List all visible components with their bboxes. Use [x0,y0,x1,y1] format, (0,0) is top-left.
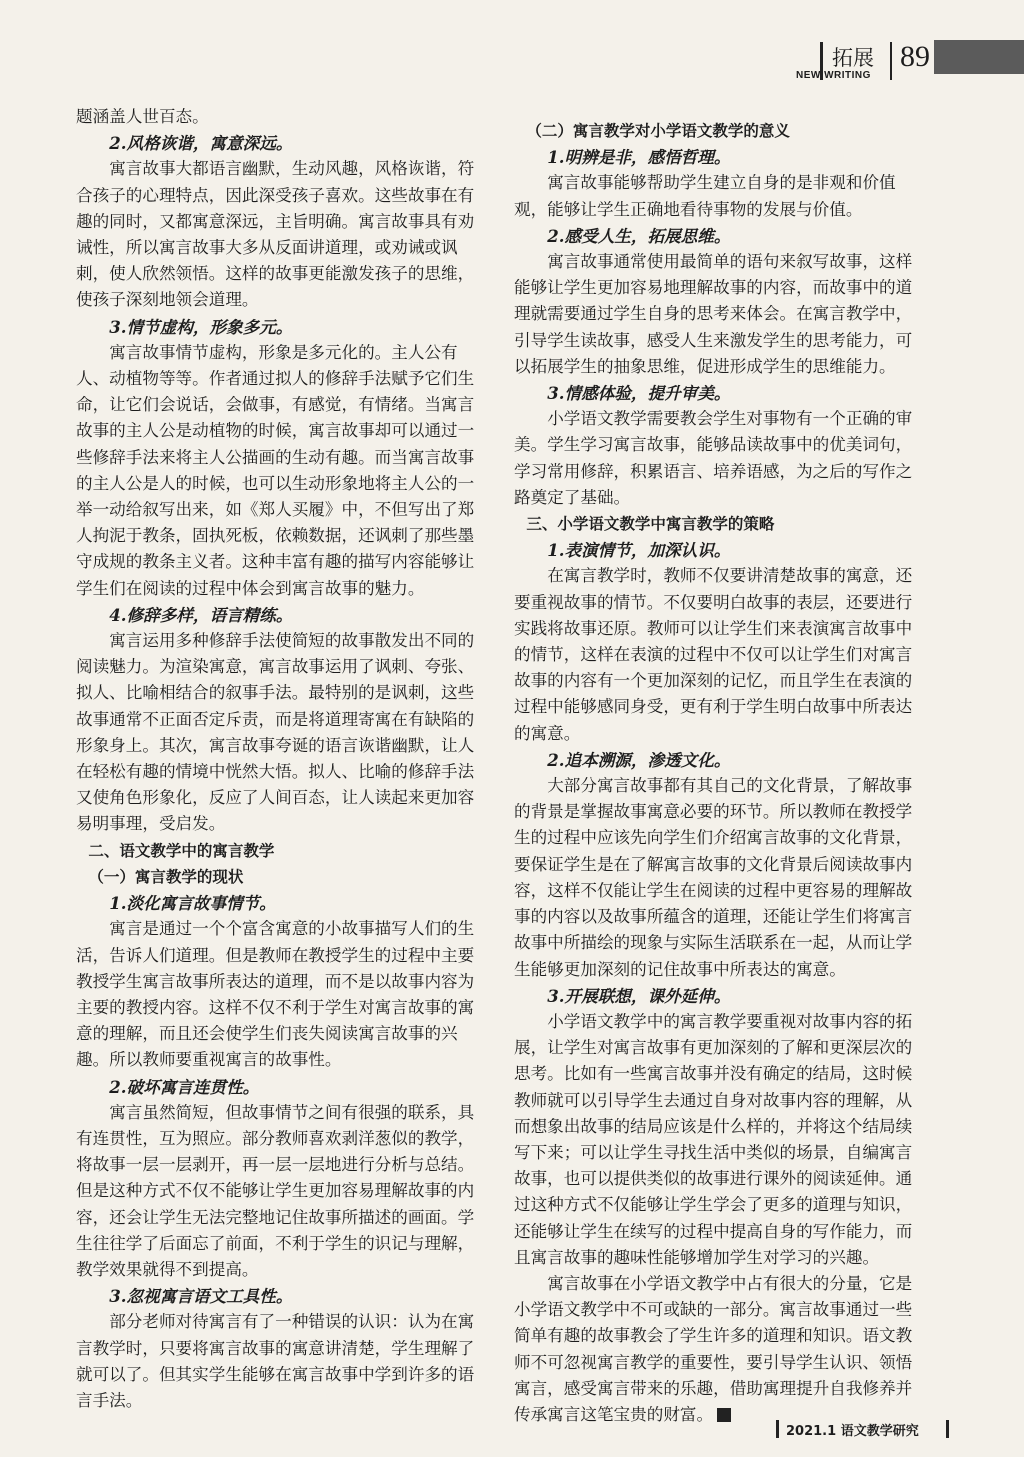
subheading-text: 1.明辨是非，感悟哲理。 [547,147,731,168]
header-block [934,40,1024,74]
paragraph [514,1271,920,1428]
page-number: 89 [900,40,930,73]
subheading-text: 3.开展联想，课外延伸。 [547,985,731,1006]
page-footer [776,1418,976,1442]
section-title: 拓展 [832,46,874,70]
paragraph-continuation [76,104,476,130]
subheading [76,602,476,628]
section-heading [514,511,920,537]
footer-text: 2021.1 语文教学研究 [786,1424,919,1439]
page-header [796,40,1024,90]
subheading [76,1074,476,1100]
paragraph [514,170,920,222]
subheading-text: 2.风格诙谐，寓意深远。 [109,133,293,154]
paragraph [76,1100,476,1283]
subheading-text: 2.感受人生，拓展思维。 [547,225,731,246]
paragraph [514,773,920,983]
section-heading-text: 三、小学语文教学中寓言教学的策略 [526,515,775,534]
paragraph-continuation-text: 题涵盖人世百态。 [76,107,209,126]
subheading [514,537,920,563]
subheading [514,983,920,1009]
subheading-text: 2.破坏寓言连贯性。 [109,1076,260,1097]
subheading-text: 2.追本溯源，渗透文化。 [547,749,731,770]
footer-divider [946,1420,949,1438]
paragraph-text: 寓言故事能够帮助学生建立自身的是非观和价值观，能够让学生正确地看待事物的发展与价值。 [514,173,896,219]
paragraph-text: 寓言是通过一个个富含寓意的小故事描写人们的生活，告诉人们道理。但是教师在教授学生的过程中主要教授学生寓言故事所表达的道理，而不是以故事内容为主要的教授内容。这样不仅不利于学生对寓言故事的寓意的理解，而且还会使学生们丧失阅读寓言故事的兴趣。所以教师要重视寓言的故事性。 [76,919,475,1070]
paragraph [76,156,476,313]
paragraph-text: 寓言运用多种修辞手法使简短的故事散发出不同的阅读魅力。为渲染寓意，寓言故事运用了讽刺、夸张、拟人、比喻相结合的叙事手法。最特别的是讽刺，这些故事通常不正面否定斥责，而是将道理寄寓在有缺陷的形象身上。其次，寓言故事夸诞的语言诙谐幽默，让人在轻松有趣的情境中恍然大悟。拟人、比喻的修辞手法又使角色形象化，反应了人间百态，让人读起来更加容易明事理，受启发。 [76,631,475,834]
subheading [76,1283,476,1309]
paragraph [76,628,476,838]
subheading [514,747,920,773]
paragraph-text: 寓言虽然简短，但故事情节之间有很强的联系，具有连贯性，互为照应。部分教师喜欢剥洋葱似的教学，将故事一层一层剥开，再一层一层地进行分析与总结。但是这种方式不仅不能够让学生更加容易理解故事的内容，还会让学生无法完整地记住故事所描述的画面。学生往往学了后面忘了前面，不利于学生的识记与理解，教学效果就得不到提高。 [76,1102,475,1279]
subheading [514,223,920,249]
paragraph-text: 小学语文教学中的寓言教学要重视对故事内容的拓展，让学生对寓言故事有更加深刻的了解和更深层次的思考。比如有一些寓言故事并没有确定的结局，这时候教师就可以引导学生去通过自身对故事内容的理解，从而想象出故事的结局应该是什么样的，并将这个结局续写下来；可以让学生寻找生活中类似的场景，自编寓言故事，也可以提供类似的故事进行课外的阅读延伸。通过这种方式不仅能够让学生学会了更多的道理与知识，还能够让学生在续写的过程中提高自身的写作能力，而且寓言故事的趣味性能够增加学生对学习的兴趣。 [514,1011,913,1267]
subheading [514,380,920,406]
paragraph [514,249,920,380]
subheading-text: 4.修辞多样，语言精练。 [109,604,293,625]
paragraph-text: 寓言故事通常使用最简单的语句来叙写故事，这样能够让学生更加容易地理解故事的内容，而故事中的道理就需要通过学生自身的思考来体会。在寓言教学中，引导学生读故事，感受人生来激发学生的思考能力，可以拓展学生的抽象思维，促进形成学生的思维能力。 [514,252,913,376]
paragraph-text: 大部分寓言故事都有其自己的文化背景，了解故事的背景是掌握故事寓意必要的环节。所以教师在教授学生的过程中应该先向学生们介绍寓言故事的文化背景，要保证学生是在了解寓言故事的文化背景后阅读故事内容，这样不仅能让学生在阅读的过程中更容易的理解故事的内容以及故事所蕴含的道理，还能让学生们将寓言故事中所描绘的现象与实际生活联系在一起，从而让学生能够更加深刻的记住故事中所表达的寓意。 [514,776,913,979]
footer-divider [776,1420,779,1438]
paragraph-text: 寓言故事情节虚构，形象是多元化的。主人公有人、动植物等等。作者通过拟人的修辞手法赋予它们生命，让它们会说话，会做事，有感觉，有情绪。当寓言故事的主人公是动植物的时候，寓言故事却可以通过一些修辞手法来将主人公描画的生动有趣。而当寓言故事的主人公是人的时候，也可以生动形象地将主人公的一举一动给叙写出来，如《郑人买履》中，不但写出了郑人拘泥于教条，固执死板，依赖数据，还讽刺了那些墨守成规的教条主义者。这种丰富有趣的描写内容能够让学生们在阅读的过程中体会到寓言故事的魅力。 [76,342,475,598]
paragraph-text: 寓言故事在小学语文教学中占有很大的分量，它是小学语文教学中不可或缺的一部分。寓言故事通过一些简单有趣的故事教会了学生许多的道理和知识。语文教师不可忽视寓言教学的重要性，要引导学生认识、领悟寓言，感受寓言带来的乐趣，借助寓理提升自我修养并传承寓言这笔宝贵的财富。 [514,1273,913,1424]
section-heading-text: （一）寓言教学的现状 [88,867,244,886]
paragraph-text: 在寓言教学时，教师不仅要讲清楚故事的寓意，还要重视故事的情节。不仅要明白故事的表层，还要进行实践将故事还原。教师可以让学生们来表演寓言故事中的情节，这样在表演的过程中不仅可以让学生们对寓言故事的内容有一个更加深刻的记忆，而且学生在表演的过程中能够感同身受，更有利于学生明白故事中所表达的寓意。 [514,566,913,743]
subheading-text: 1.淡化寓言故事情节。 [109,893,276,914]
header-divider [890,42,892,80]
subheading [514,144,920,170]
paragraph [76,916,476,1073]
subheading [76,890,476,916]
right-column [514,118,920,1428]
subheading-text: 3.情节虚构，形象多元。 [109,316,293,337]
section-heading-text: 二、语文教学中的寓言教学 [88,841,275,860]
end-mark-icon: » [717,1408,731,1422]
subheading-text: 3.情感体验，提升审美。 [547,383,731,404]
section-subtitle: NEW WRITING [796,70,871,81]
section-heading [76,864,476,890]
paragraph [514,1009,920,1271]
paragraph-text: 部分老师对待寓言有了一种错误的认识：认为在寓言教学时，只要将寓言故事的寓意讲清楚，学生理解了就可以了。但其实学生能够在寓言故事中学到许多的语言手法。 [76,1312,475,1410]
subheading-text: 1.表演情节，加深认识。 [547,540,731,561]
section-heading [76,838,476,864]
section-heading-text: （二）寓言教学对小学语文教学的意义 [526,122,790,140]
paragraph [76,340,476,602]
subheading [76,130,476,156]
paragraph [514,406,920,511]
paragraph [514,563,920,746]
left-column [76,104,476,1414]
subheading-text: 3.忽视寓言语文工具性。 [109,1286,293,1307]
section-heading [514,118,920,144]
paragraph [76,1309,476,1414]
subheading [76,314,476,340]
paragraph-text: 小学语文教学需要教会学生对事物有一个正确的审美。学生学习寓言故事，能够品读故事中的优美词句，学习常用修辞，积累语言、培养语感，为之后的写作之路奠定了基础。 [514,409,913,507]
paragraph-text: 寓言故事大都语言幽默，生动风趣，风格诙谐，符合孩子的心理特点，因此深受孩子喜欢。这些故事在有趣的同时，又都寓意深远，主旨明确。寓言故事具有劝诫性，所以寓言故事大多从反面讲道理，或劝诫或讽刺，使人欣然领悟。这样的故事更能激发孩子的思维，使孩子深刻地领会道理。 [76,159,475,310]
